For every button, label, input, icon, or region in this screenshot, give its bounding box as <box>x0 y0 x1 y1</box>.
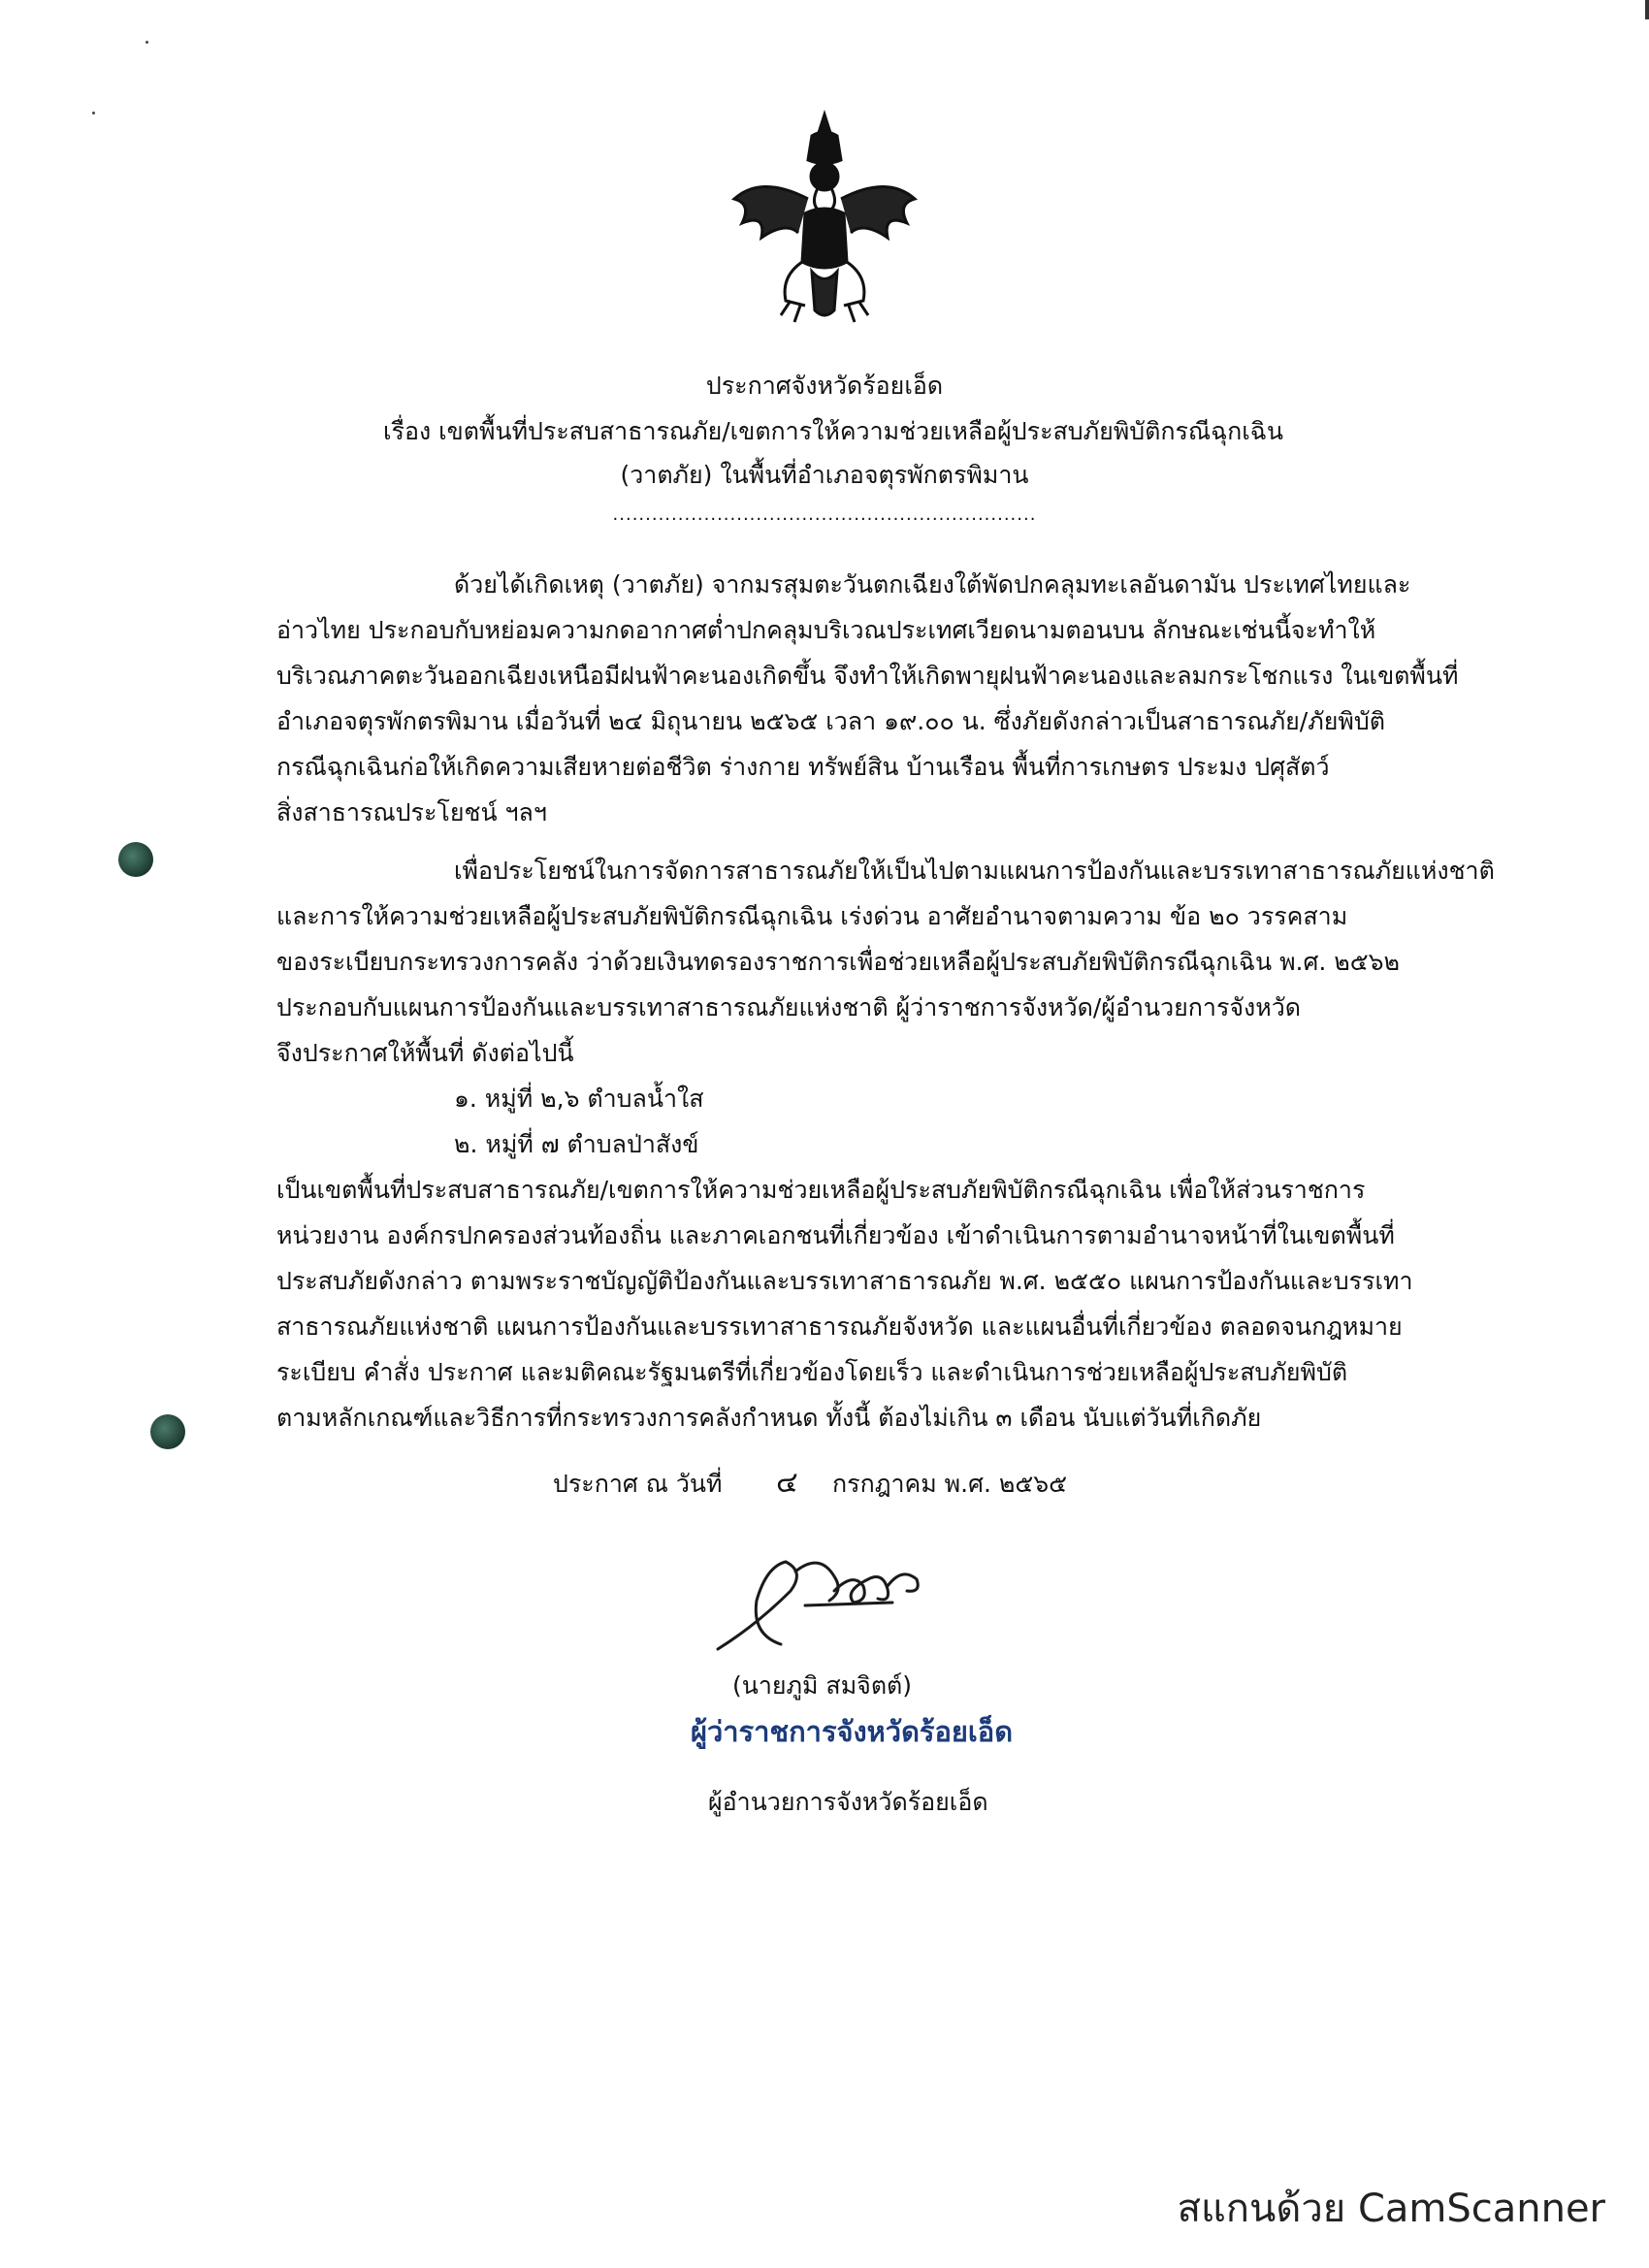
title-divider: ................................................................. <box>612 504 1037 525</box>
paragraph-1-line: กรณีฉุกเฉินก่อให้เกิดความเสียหายต่อชีวิต ร่างกาย ทรัพย์สิน บ้านเรือน พื้นที่การเกษตร ประมง ปศุสัตว์ <box>276 753 1330 781</box>
announce-date-day: ๔ <box>776 1466 798 1500</box>
announce-date-label: ประกาศ ณ วันที่ <box>553 1470 723 1498</box>
paragraph-3-line: ตามหลักเกณฑ์และวิธีการที่กระทรวงการคลังกำหนด ทั้งนี้ ต้องไม่เกิน ๓ เดือน นับแต่วันที่เกิดภัย <box>276 1404 1262 1432</box>
scan-speck <box>146 41 148 44</box>
scan-edge-mark <box>1645 0 1649 19</box>
paragraph-3-line: หน่วยงาน องค์กรปกครองส่วนท้องถิ่น และภาคเอกชนที่เกี่ยวข้อง เข้าดำเนินการตามอำนาจหน้าที่ในเขตพื้นที่ <box>276 1221 1395 1249</box>
area-list-item: ๑. หมู่ที่ ๒,๖ ตำบลน้ำใส <box>454 1085 704 1113</box>
paragraph-3-line: สาธารณภัยแห่งชาติ แผนการป้องกันและบรรเทาสาธารณภัยจังหวัด และแผนอื่นที่เกี่ยวข้อง ตลอดจนกฎหมาย <box>276 1312 1403 1341</box>
paragraph-3-line: เป็นเขตพื้นที่ประสบสาธารณภัย/เขตการให้ความช่วยเหลือผู้ประสบภัยพิบัติกรณีฉุกเฉิน เพื่อให้ส่วนราชการ <box>276 1176 1366 1204</box>
paragraph-1-line: ด้วยได้เกิดเหตุ (วาตภัย) จากมรสุมตะวันตกเฉียงใต้พัดปกคลุมทะเลอันดามัน ประเทศไทยและ <box>454 570 1411 599</box>
handwritten-signature <box>698 1533 989 1659</box>
paragraph-3-line: ประสบภัยดังกล่าว ตามพระราชบัญญัติป้องกันและบรรเทาสาธารณภัย พ.ศ. ๒๕๕๐ แผนการป้องกันและบรรเทา <box>276 1267 1413 1295</box>
paragraph-2-line: ของระเบียบกระทรวงการคลัง ว่าด้วยเงินทดรองราชการเพื่อช่วยเหลือผู้ประสบภัยพิบัติกรณีฉุกเฉิน พ.ศ. ๒๕๖๒ <box>276 948 1401 976</box>
paragraph-1-line: สิ่งสาธารณประโยชน์ ฯลฯ <box>276 798 547 826</box>
scan-speck <box>92 112 95 114</box>
paragraph-1-line: บริเวณภาคตะวันออกเฉียงเหนือมีฝนฟ้าคะนองเกิดขึ้น จึงทำให้เกิดพายุฝนฟ้าคะนองและลมกระโชกแรง ในเขตพื้นที่ <box>276 662 1459 690</box>
binder-hole <box>118 842 153 877</box>
signatory-position-stamp: ผู้ว่าราชการจังหวัดร้อยเอ็ด <box>691 1715 1014 1748</box>
paragraph-2-line: ประกอบกับแผนการป้องกันและบรรเทาสาธารณภัยแห่งชาติ ผู้ว่าราชการจังหวัด/ผู้อำนวยการจังหวัด <box>276 993 1301 1021</box>
signatory-position: ผู้อำนวยการจังหวัดร้อยเอ็ด <box>708 1788 988 1816</box>
announce-date-month-year: กรกฎาคม พ.ศ. ๒๕๖๕ <box>832 1470 1068 1498</box>
paragraph-1-line: อ่าวไทย ประกอบกับหย่อมความกดอากาศต่ำปกคลุมบริเวณประเทศเวียดนามตอนบน ลักษณะเช่นนี้จะทำให้ <box>276 616 1376 644</box>
paragraph-2-line: จึงประกาศให้พื้นที่ ดังต่อไปนี้ <box>276 1039 574 1067</box>
paragraph-3-line: ระเบียบ คำสั่ง ประกาศ และมติคณะรัฐมนตรีที่เกี่ยวข้องโดยเร็ว และดำเนินการช่วยเหลือผู้ประสบภัยพิบัติ <box>276 1358 1348 1386</box>
paragraph-2-line: เพื่อประโยชน์ในการจัดการสาธารณภัยให้เป็นไปตามแผนการป้องกันและบรรเทาสาธารณภัยแห่งชาติ <box>454 857 1495 885</box>
area-list-item: ๒. หมู่ที่ ๗ ตำบลป่าสังข์ <box>454 1130 699 1158</box>
announcement-title: ประกาศจังหวัดร้อยเอ็ด <box>705 372 944 400</box>
garuda-emblem-icon <box>723 107 926 330</box>
signatory-name: (นายภูมิ สมจิตต์) <box>732 1671 913 1700</box>
binder-hole <box>150 1414 185 1449</box>
subject-line-2: (วาตภัย) ในพื้นที่อำเภอจตุรพักตรพิมาน <box>620 461 1029 489</box>
paragraph-1-line: อำเภอจตุรพักตรพิมาน เมื่อวันที่ ๒๔ มิถุนายน ๒๕๖๕ เวลา ๑๙.๐๐ น. ซึ่งภัยดังกล่าวเป็นสาธารณภัย/ภัยพิบัติ <box>276 707 1385 735</box>
paragraph-2-line: และการให้ความช่วยเหลือผู้ประสบภัยพิบัติกรณีฉุกเฉิน เร่งด่วน อาศัยอำนาจตามความ ข้อ ๒๐ วรรคสาม <box>276 902 1348 930</box>
subject-line-1: เรื่อง เขตพื้นที่ประสบสาธารณภัย/เขตการให้ความช่วยเหลือผู้ประสบภัยพิบัติกรณีฉุกเฉิน <box>383 417 1283 445</box>
camscanner-watermark: สแกนด้วย CamScanner <box>1177 2187 1605 2231</box>
